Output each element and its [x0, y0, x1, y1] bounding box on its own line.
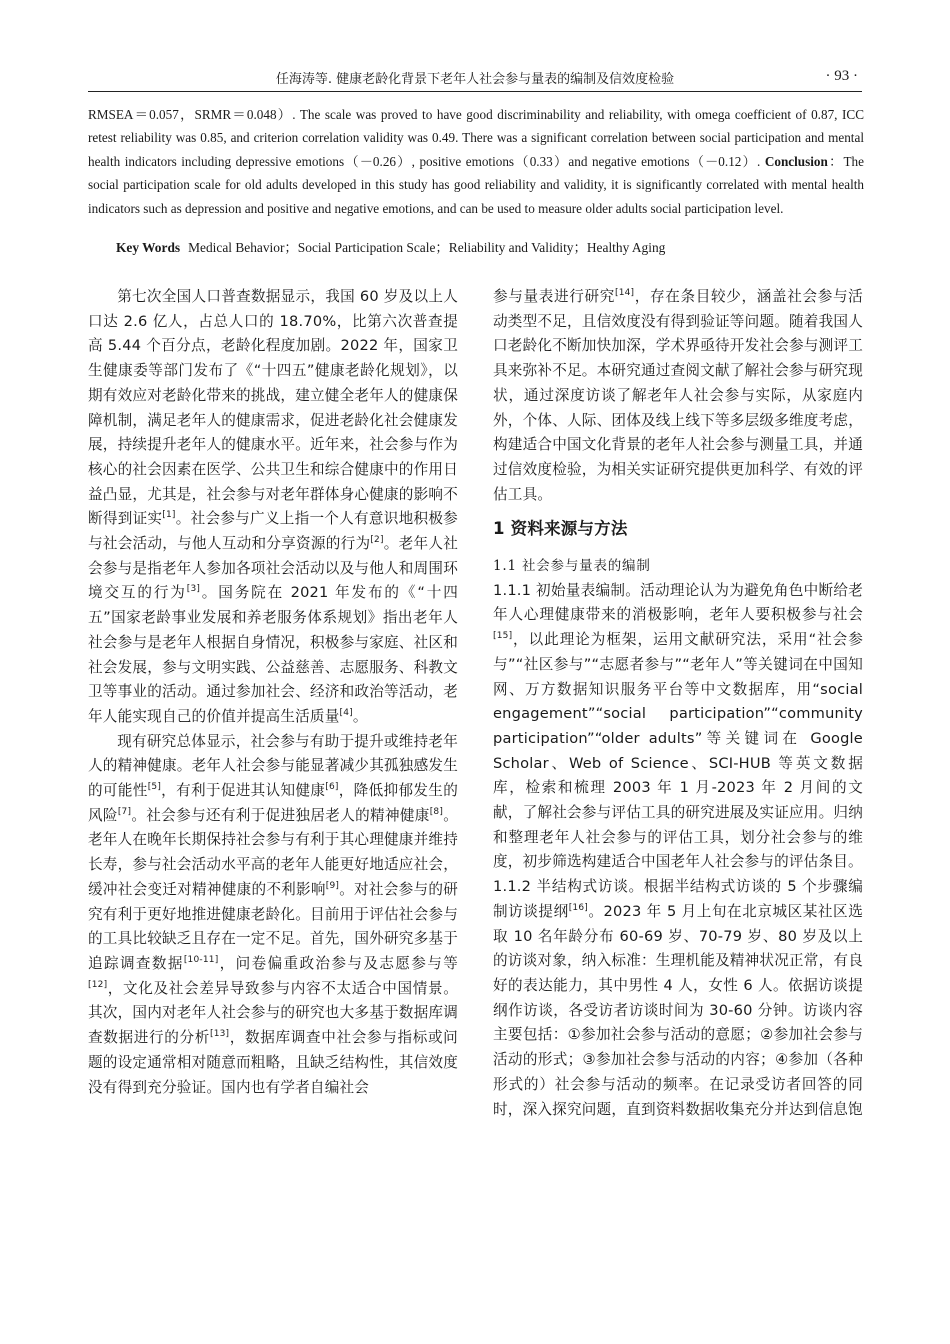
keywords-text: Medical Behavior；Social Participation Scale；Reliability and Validity；Healthy Aging [188, 240, 666, 255]
text-run: 。对社会参与的研究有利于更好地推进健康老龄化。目前用于评估社会参与的工具比较缺乏且存在一定不足。首先，国外研究多基于追踪调查数据 [88, 880, 459, 972]
text-run: ，数据库调查中社会参与指标或问题的设定通常相对随意而粗略，且缺乏结构性，其信效度没有得到充分验证。国内也有学者自编社会 [88, 1029, 458, 1096]
citation-ref[interactable]: [16] [568, 902, 588, 913]
keywords-label: Key Words [116, 240, 181, 255]
text-run: 。国务院在 2021 年发布的《“十四五”国家老龄事业发展和养老服务体系规划》指出老年人社会参与是老年人根据自身情况，积极参与家庭、社区和社会发展，参与文明实践、公益慈善、志愿服务、科教文卫等事业的活动。通过参加社会、经济和政治等活动，老年人能实现自己的价值并提高生活质量 [88, 584, 459, 725]
citation-ref[interactable]: [13] [209, 1029, 230, 1040]
citation-ref[interactable]: [12] [88, 979, 108, 990]
citation-ref[interactable]: [1] [162, 510, 176, 521]
conclusion-label: Conclusion [764, 153, 828, 169]
citation-ref[interactable]: [10-11] [183, 954, 219, 965]
section-heading: 1 资料来源与方法 [493, 519, 628, 539]
citation-ref[interactable]: [5] [147, 782, 162, 793]
abstract-text-2: ：The social participation scale for old adults developed in this study has good reliability and validity, it is significantly correlated with mental health indicators such as depression and positive and negative emotions, and can be used to measure older adults social participation level. [88, 153, 864, 216]
text-run: 1.1.2 半结构式访谈。根据半结构式访谈的 5 个步骤编制访谈提纲 [493, 878, 863, 920]
text-run: 参与量表进行研究 [493, 288, 615, 305]
text-run: ，存在条目较少，涵盖社会参与活动类型不足，且信效度没有得到验证等问题。随着我国人口老龄化不断加快加深，学术界亟待开发社会参与测评工具来弥补不足。本研究通过查阅文献了解社会参与研究现状，通过深度访谈了解老年人社会参与实际，从家庭内外，个体、人际、团体及线上线下等多层级多维度考虑，构建适合中国文化背景的老年人社会参与测量工具，并通过信效度检验，为相关实证研究提供更加科学、有效的评估工具。 [493, 288, 863, 503]
paragraph [493, 875, 863, 1122]
citation-ref[interactable]: [15] [493, 631, 513, 642]
english-abstract [88, 103, 864, 220]
citation-ref[interactable]: [4] [339, 707, 353, 718]
subsection-heading: 1.1 社会参与量表的编制 [493, 558, 651, 575]
running-header [88, 66, 862, 90]
header-rule [88, 91, 862, 92]
text-run: 1.1.1 初始量表编制。活动理论认为为避免角色中断给老年人心理健康带来的消极影响，老年人要积极参与社会 [493, 581, 863, 624]
text-run: ，以此理论为框架，运用文献研究法，采用“社会参与”“社区参与”“志愿者参与”“老年人”等关键词在中国知网、万方数据知识服务平台等中文数据库，用“social engagement”“social participation”“community participation”“older adults”等关键词在 Google Scholar、Web of Science、SCI-HUB 等英文数据库，检索和梳理 2003 年 1 月-2023 年 2 月间的文献，了解社会参与评估工具的研究进展及实证应用。归纳和整理老年人社会参与的评估工具，划分社会参与的维度，初步筛选构建适合中国老年人社会参与的评估条目。 [493, 631, 863, 871]
left-column [88, 285, 458, 1100]
text-run: 。老年人在晚年长期保持社会参与有利于其心理健康并维持长寿，参与社会活动水平高的老年人能更好地适应社会，缓冲社会变迁对精神健康的不利影响 [88, 806, 458, 898]
citation-ref[interactable]: [2] [370, 535, 384, 546]
citation-ref[interactable]: [3] [186, 584, 201, 595]
running-title: 任海涛等. 健康老龄化背景下老年人社会参与量表的编制及信效度检验 [275, 72, 675, 87]
text-run: 。老年人社会参与是指老年人参加各项社会活动以及与他人和周围环境交互的行为 [88, 535, 458, 602]
paragraph [88, 285, 458, 730]
paragraph [88, 730, 458, 1101]
page-number: · 93 · [825, 68, 858, 84]
text-run: 。 [352, 707, 368, 725]
text-run: 现有研究总体显示，社会参与有助于提升或维持老年人的精神健康。老年人社会参与能显著减少其孤独感发生的可能性 [88, 732, 458, 800]
citation-ref[interactable]: [8] [429, 806, 444, 817]
right-column [493, 285, 863, 1122]
citation-ref[interactable]: [9] [325, 880, 340, 891]
text-run: ，文化及社会差异导致参与内容不太适合中国情景。其次，国内对老年人社会参与的研究也大多基于数据库调查数据进行的分析 [88, 979, 458, 1047]
text-run: ，有利于促进其认知健康 [161, 782, 326, 800]
text-run: 。社会参与广义上指一个人有意识地积极参与社会活动，与他人互动和分享资源的行为 [88, 510, 458, 553]
paragraph [493, 579, 863, 875]
text-run: 。2023 年 5 月上旬在北京城区某社区选取 10 名年龄分布 60-69 岁、70-79 岁、80 岁及以上的访谈对象，纳入标准：生理机能及精神状况正常，有良好的表达能力，其中男性 4 人，女性 6 人。依据访谈提纲作访谈，各受访者访谈时间为 30-60 分钟。访谈内容主要包括：①参加社会参与活动的意愿；②参加社会参与活动的形式；③参加社会参与活动的内容；④参加（各种形式的）社会参与活动的频率。在记录受访者回答的同时，深入探究问题，直到资料数据收集充分并达到信息饱 [493, 902, 863, 1118]
text-run: ，问卷偏重政治参与及志愿参与等 [218, 954, 458, 972]
abstract-text-1: RMSEA＝0.057，SRMR＝0.048）. The scale was proved to have good discriminability and reliability, with omega coefficient of 0.87, ICC retest reliability was 0.85, and criterion correlation validity was 0.49. There was a significant correlation between social participation and mental health indicators including depressive emotions（－0.26）, positive emotions（0.33）and negative emotions（－0.12）. [88, 107, 864, 169]
text-run: 。社会参与还有利于促进独居老人的精神健康 [131, 806, 430, 824]
citation-ref[interactable]: [14] [614, 288, 635, 298]
text-run: ，降低抑郁发生的风险 [88, 782, 458, 824]
paragraph [493, 285, 863, 507]
citation-ref[interactable]: [6] [325, 782, 339, 793]
text-run: 第七次全国人口普查数据显示，我国 60 岁及以上人口达 2.6 亿人，占总人口的 18.70%，比第六次普查提高 5.44 个百分点，老龄化程度加剧。2022 年，国家卫生健康委等部门发布了《“十四五”健康老龄化规划》，以期有效应对老龄化带来的挑战，建立健全老年人的健康保障机制，满足老年人的健康需求，促进老龄化社会健康发展，持续提升老年人的健康水平。近年来，社会参与作为核心的社会因素在医学、公共卫生和综合健康中的作用日益凸显，尤其是，社会参与对老年群体身心健康的影响不断得到证实 [88, 288, 458, 528]
citation-ref[interactable]: [7] [117, 806, 132, 817]
keywords [116, 237, 665, 256]
